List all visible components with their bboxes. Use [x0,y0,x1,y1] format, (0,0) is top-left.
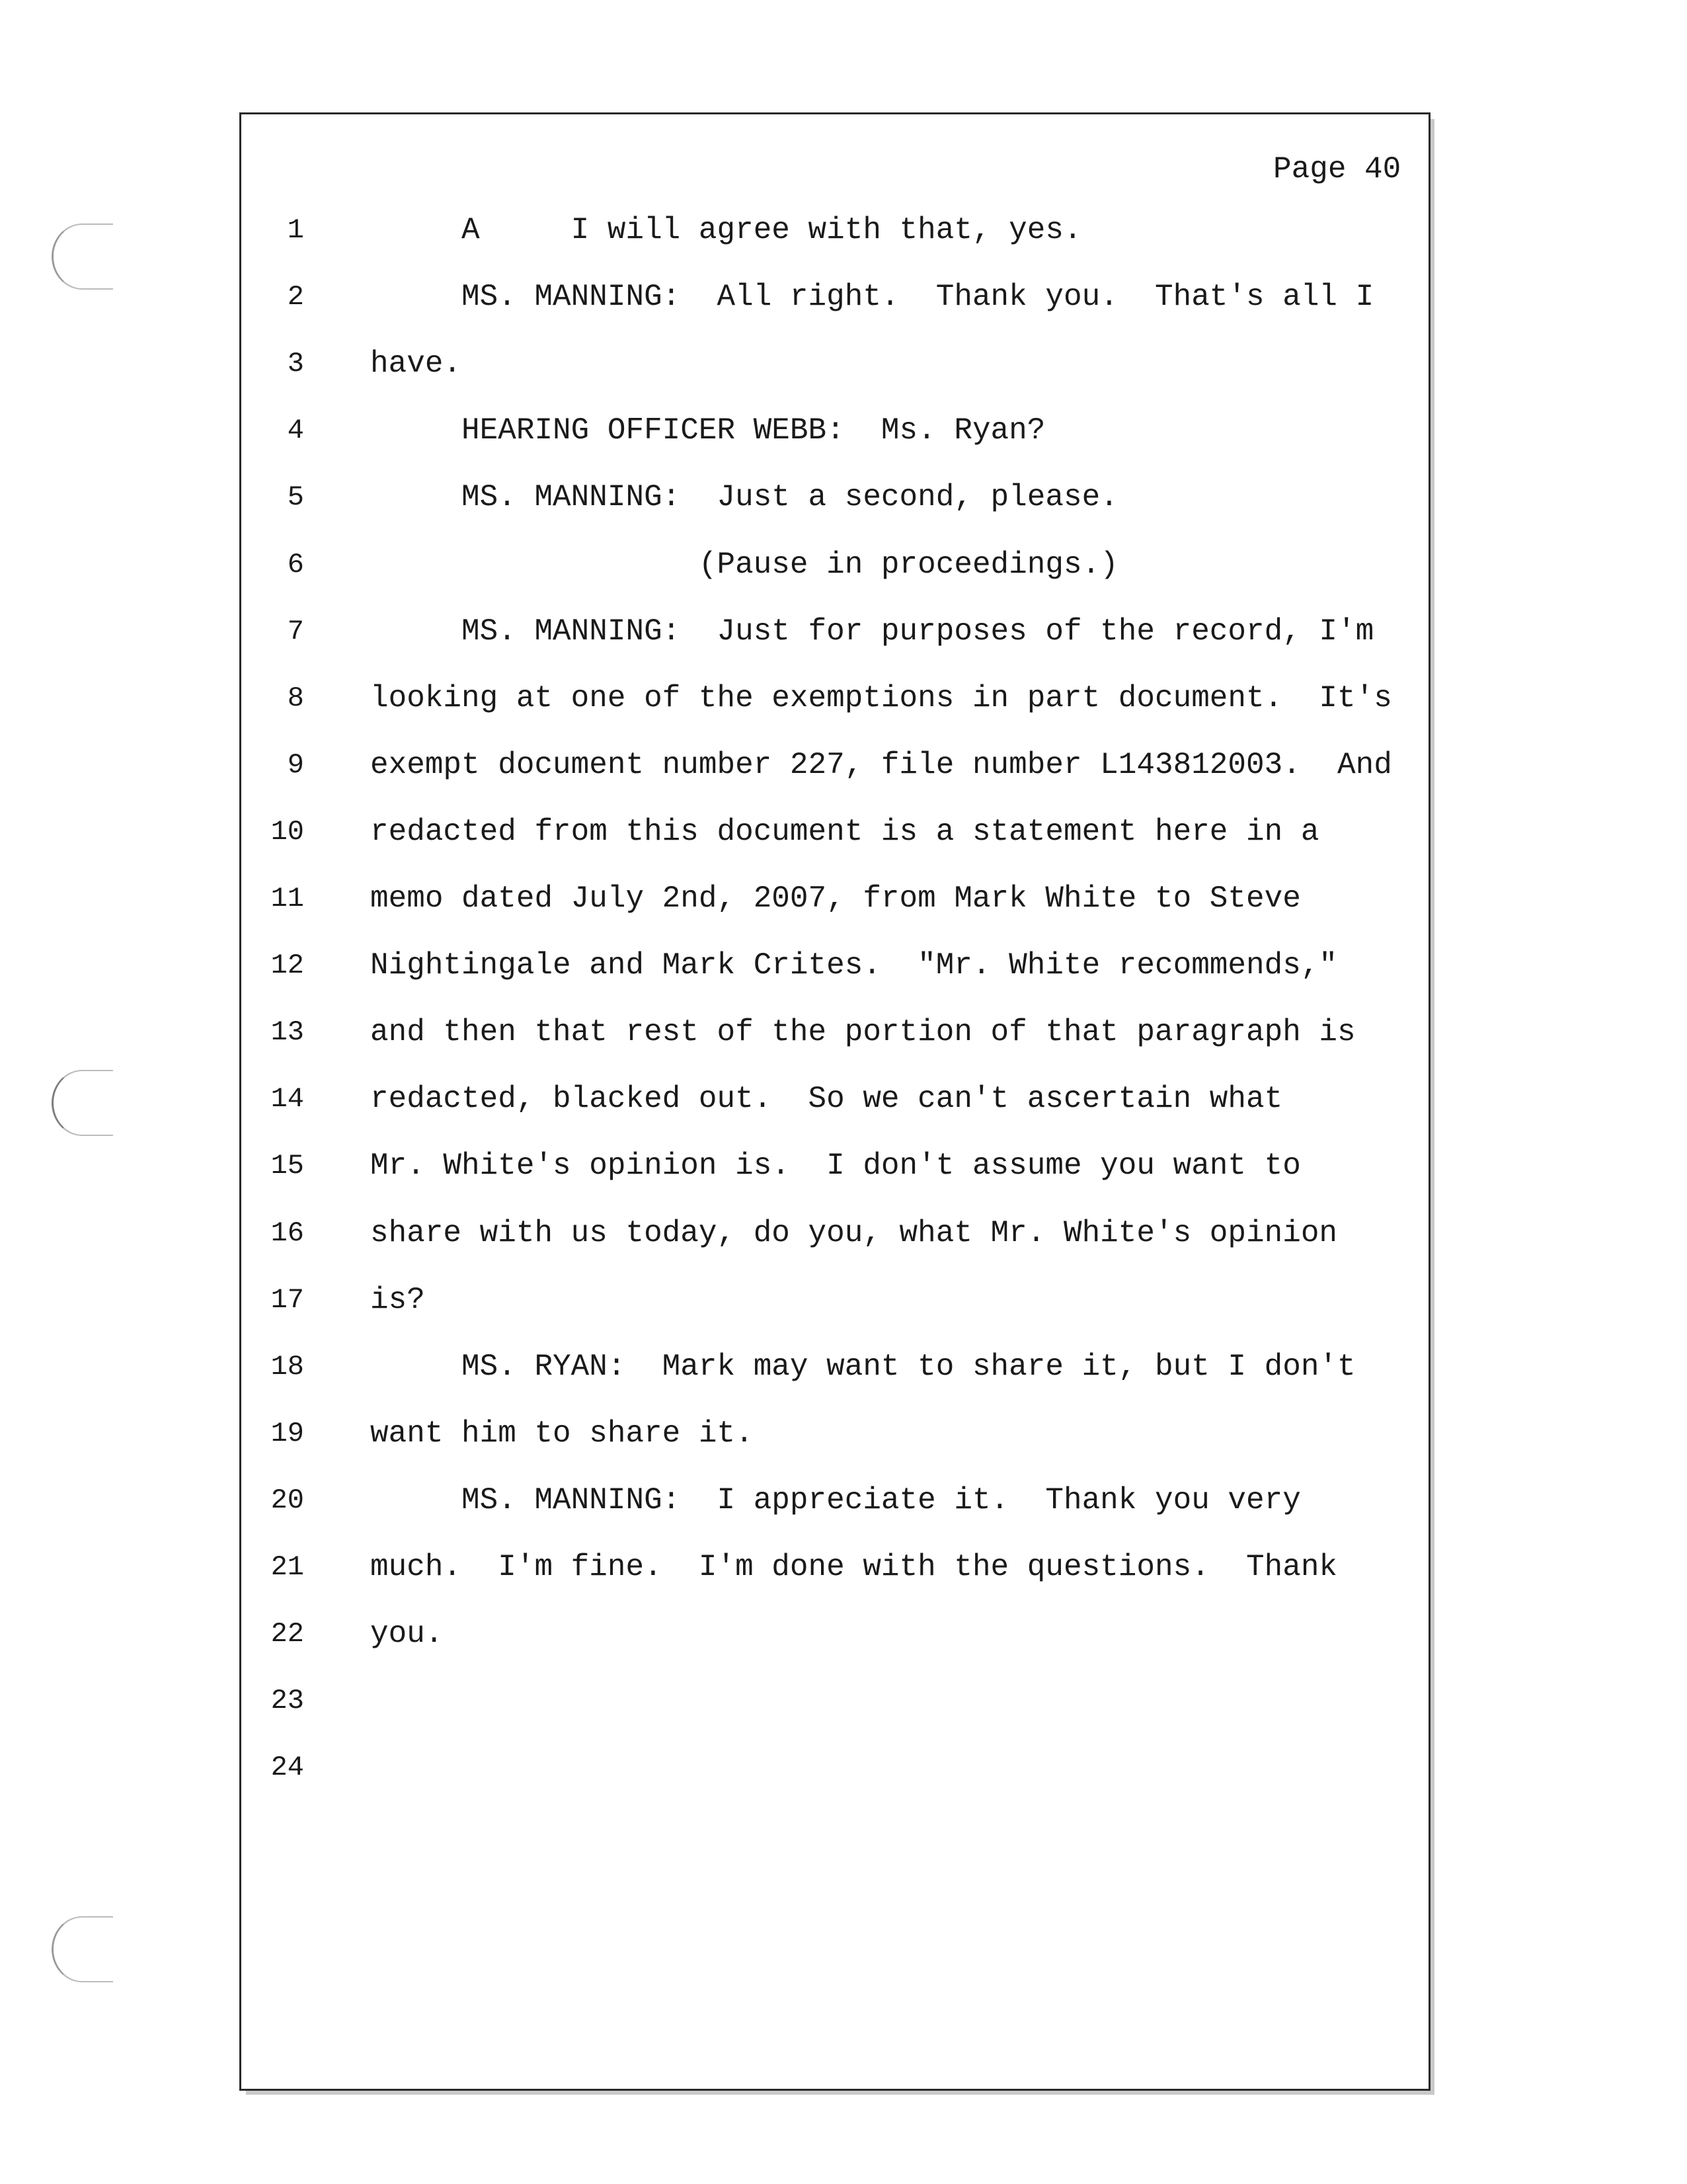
line-number: 23 [270,1685,304,1717]
line-text: Mr. White's opinion is. I don't assume you want to [370,1149,1301,1183]
transcript-line [0,866,1687,932]
line-number: 22 [270,1618,304,1650]
transcript-line [0,665,1687,731]
line-text: and then that rest of the portion of that paragraph is [370,1015,1356,1049]
transcript-line [0,932,1687,998]
line-text: exempt document number 227, file number L143812003. And [370,748,1392,782]
transcript-line [0,464,1687,530]
transcript-line [0,1066,1687,1132]
line-number: 2 [287,281,304,313]
line-number: 16 [270,1217,304,1249]
transcript-line [0,1200,1687,1266]
transcript-line [0,1601,1687,1667]
line-text: you. [370,1617,444,1651]
line-number: 14 [270,1083,304,1115]
transcript-line [0,532,1687,598]
transcript-line [0,799,1687,865]
line-text: MS. MANNING: Just a second, please. [370,480,1118,514]
line-number: 4 [287,415,304,446]
line-number: 24 [270,1752,304,1783]
transcript-line [0,397,1687,464]
line-text: looking at one of the exemptions in part document. It's [370,681,1392,715]
line-text: is? [370,1283,425,1317]
transcript-line [0,598,1687,665]
line-text: MS. MANNING: All right. Thank you. That's all I [370,280,1374,314]
transcript-line [0,1467,1687,1533]
line-text: share with us today, do you, what Mr. White's opinion [370,1216,1338,1250]
line-number: 5 [287,481,304,513]
line-text: memo dated July 2nd, 2007, from Mark White to Steve [370,881,1301,916]
line-text: Nightingale and Mark Crites. "Mr. White recommends," [370,948,1338,983]
transcript-line [0,1400,1687,1467]
line-number: 19 [270,1418,304,1449]
line-number: 3 [287,348,304,380]
line-text: want him to share it. [370,1416,754,1451]
line-text: have. [370,346,462,381]
line-number: 6 [287,549,304,581]
line-number: 11 [270,883,304,914]
line-number: 10 [270,816,304,848]
line-text: MS. MANNING: I appreciate it. Thank you very [370,1483,1301,1517]
transcript-line [0,1334,1687,1400]
line-number: 17 [270,1284,304,1316]
line-text: redacted, blacked out. So we can't ascertain what [370,1082,1283,1116]
line-number: 13 [270,1016,304,1048]
transcript-line [0,999,1687,1065]
line-text: redacted from this document is a statement here in a [370,815,1319,849]
transcript-line [0,1734,1687,1800]
transcript-line [0,331,1687,397]
line-number: 1 [287,214,304,246]
transcript-line [0,1534,1687,1600]
line-text: (Pause in proceedings.) [370,547,1118,582]
line-text: MS. RYAN: Mark may want to share it, but I don't [370,1350,1356,1384]
transcript-line [0,197,1687,263]
line-text: A I will agree with that, yes. [370,213,1082,247]
line-number: 8 [287,682,304,714]
line-text: much. I'm fine. I'm done with the questions. Thank [370,1550,1338,1584]
transcript-line [0,264,1687,330]
line-number: 9 [287,749,304,781]
line-number: 20 [270,1484,304,1516]
line-text: HEARING OFFICER WEBB: Ms. Ryan? [370,413,1046,448]
page-number: Page 40 [1273,152,1401,186]
line-number: 12 [270,950,304,981]
line-number: 21 [270,1551,304,1583]
transcript-line [0,732,1687,798]
line-number: 7 [287,616,304,647]
transcript-line [0,1267,1687,1333]
line-number: 15 [270,1150,304,1182]
transcript-line [0,1133,1687,1199]
line-text: MS. MANNING: Just for purposes of the record, I'm [370,614,1374,649]
line-number: 18 [270,1351,304,1383]
transcript-line [0,1668,1687,1734]
